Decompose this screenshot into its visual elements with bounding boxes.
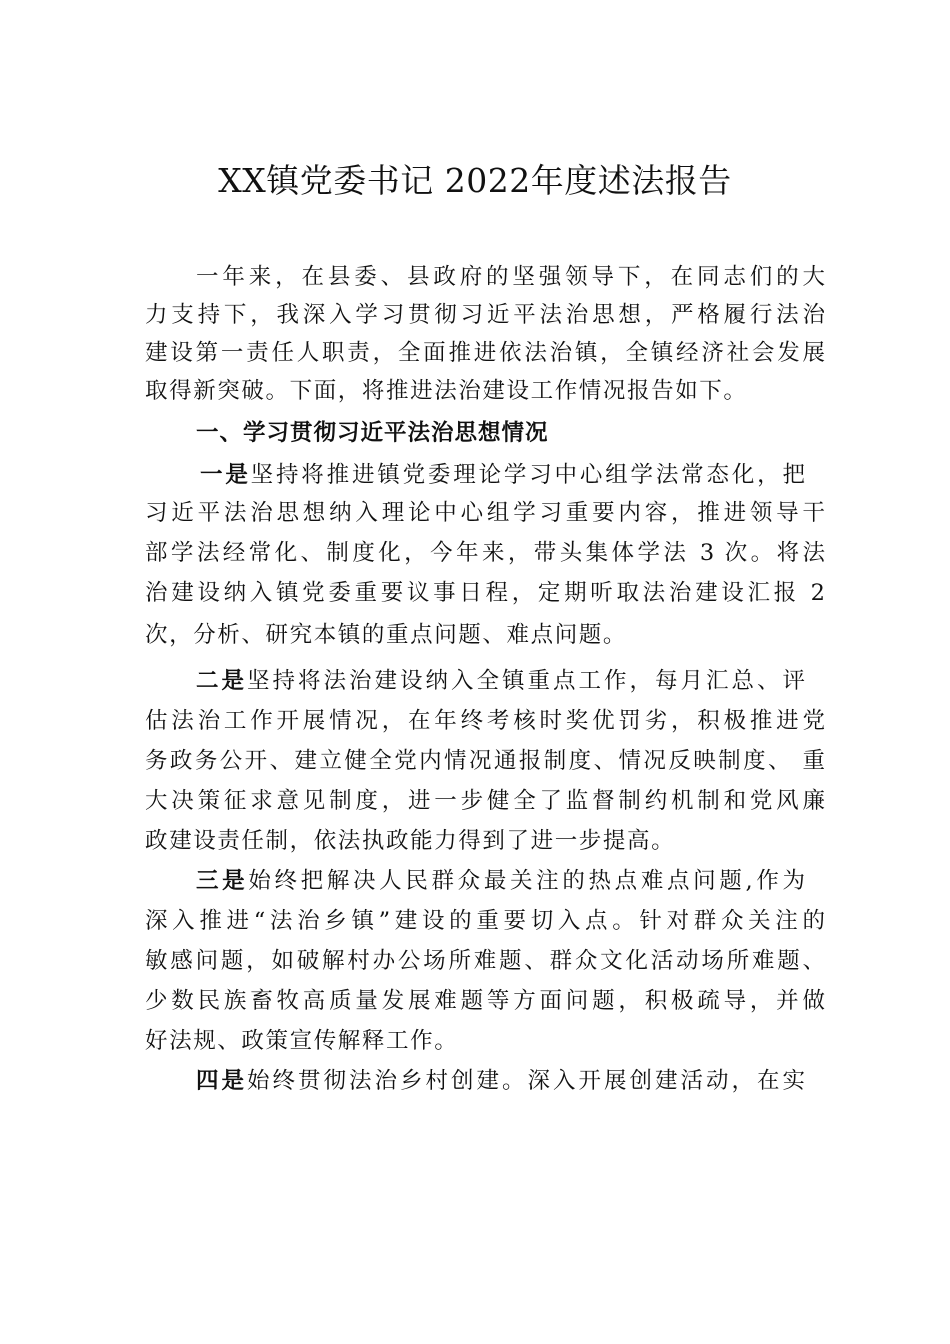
item3-line-2: 深入推进“法治乡镇”建设的重要切入点。针对群众关注的 xyxy=(145,908,825,934)
item3-line-3: 敏感问题，如破解村办公场所难题、群众文化活动场所难题、 xyxy=(145,948,825,974)
item4-lead: 四是 xyxy=(196,1068,247,1094)
intro-line-2: 力支持下，我深入学习贯彻习近平法治思想，严格履行法治 xyxy=(145,302,825,328)
item1-line-5: 次，分析、研究本镇的重点问题、难点问题。 xyxy=(145,622,628,648)
item1-first-line xyxy=(200,456,805,494)
intro-line-1: 一年来，在县委、县政府的坚强领导下，在同志们的大 xyxy=(196,264,825,290)
item2-line-2: 估法治工作开展情况，在年终考核时奖优罚劣，积极推进党 xyxy=(145,708,825,734)
intro-line-3: 建设第一责任人职责，全面推进依法治镇，全镇经济社会发展 xyxy=(145,340,825,366)
section-heading: 一、学习贯彻习近平法治思想情况 xyxy=(196,420,549,446)
item1-lead: 一是 xyxy=(200,462,251,488)
item4-first-line xyxy=(196,1062,805,1100)
item2-line-3: 务政务公开、建立健全党内情况通报制度、情况反映制度、 重 xyxy=(145,748,825,774)
item3-first-text: 始终把解决人民群众最关注的热点难点问题,作为 xyxy=(248,868,805,894)
item4-first-text: 始终贯彻法治乡村创建。深入开展创建活动，在实 xyxy=(247,1068,805,1094)
item3-lead: 三是 xyxy=(196,868,249,894)
item3-first-line xyxy=(196,862,805,900)
document-title: XX镇党委书记 2022年度述法报告 xyxy=(218,161,732,200)
item2-lead: 二是 xyxy=(196,668,247,694)
item2-line-4: 大决策征求意见制度，进一步健全了监督制约机制和党风廉 xyxy=(145,788,825,814)
intro-line-4: 取得新突破。下面，将推进法治建设工作情况报告如下。 xyxy=(145,378,748,404)
item1-line-2: 习近平法治思想纳入理论中心组学习重要内容，推进领导干 xyxy=(145,500,825,526)
item2-first-line xyxy=(196,662,805,700)
item3-line-5: 好法规、政策宣传解释工作。 xyxy=(145,1028,459,1054)
item1-line-4: 治建设纳入镇党委重要议事日程，定期听取法治建设汇报 2 xyxy=(145,580,825,606)
item3-line-4: 少数民族畜牧高质量发展难题等方面问题，积极疏导，并做 xyxy=(145,988,825,1014)
item1-first-text: 坚持将推进镇党委理论学习中心组学法常态化，把 xyxy=(250,462,805,488)
item2-first-text: 坚持将法治建设纳入全镇重点工作，每月汇总、评 xyxy=(247,668,805,694)
item1-line-3: 部学法经常化、制度化，今年来，带头集体学法 3 次。将法 xyxy=(145,540,825,566)
item2-line-5: 政建设责任制，依法执政能力得到了进一步提高。 xyxy=(145,828,676,854)
